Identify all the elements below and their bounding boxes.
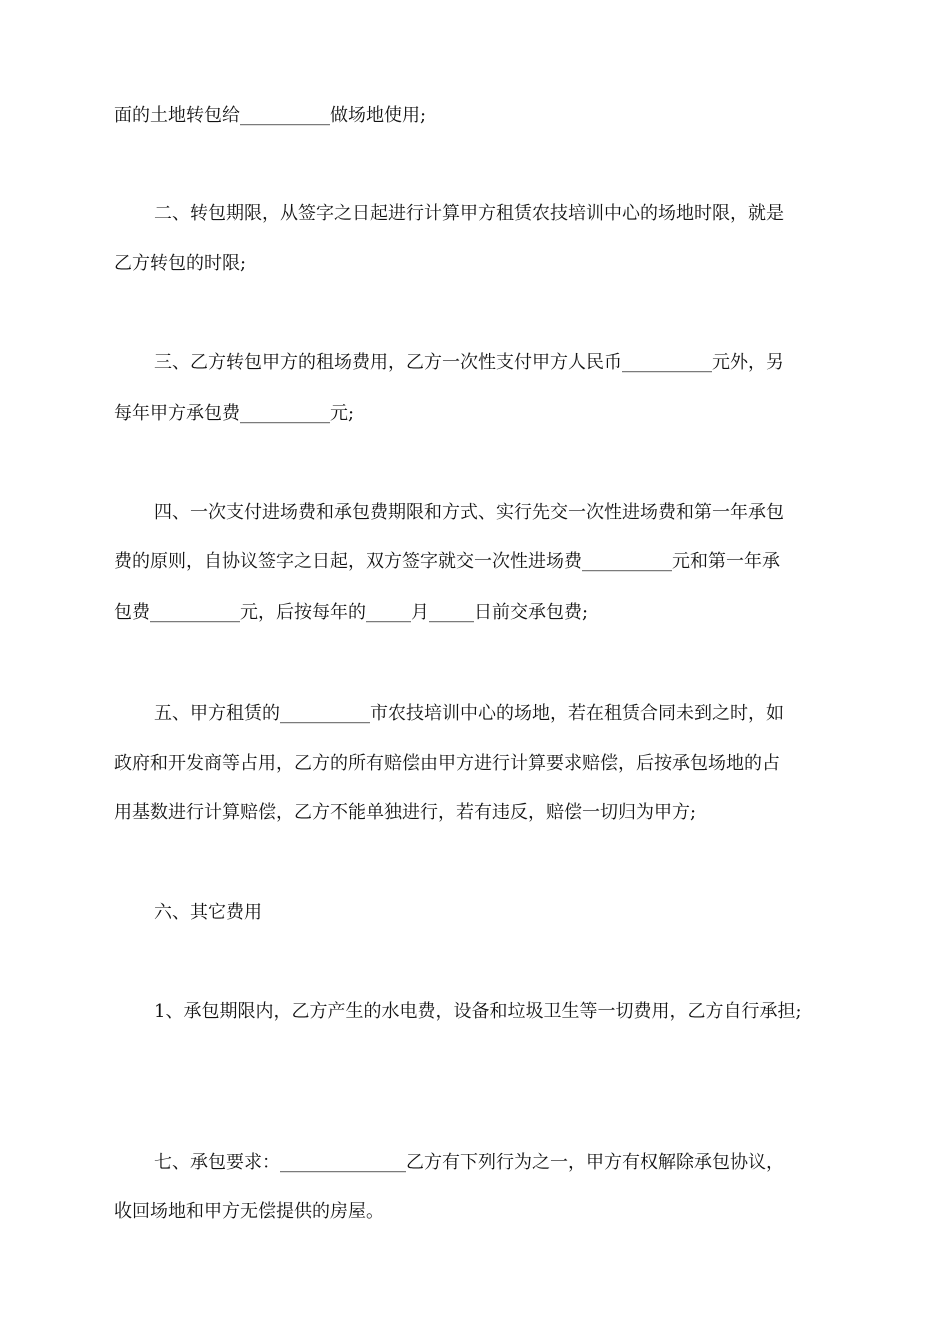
clause-7-line-2: 收回场地和甲方无偿提供的房屋。 xyxy=(114,1201,384,1222)
clause-7-line-1: 七、承包要求：______________乙方有下列行为之一，甲方有权解除承包协议， xyxy=(154,1152,784,1173)
clause-2-line-2: 乙方转包的时限; xyxy=(114,253,247,274)
clause-4-line-1: 四、一次支付进场费和承包费期限和方式、实行先交一次性进场费和第一年承包 xyxy=(154,502,784,523)
text-line: 面的土地转包给__________做场地使用; xyxy=(114,105,427,126)
clause-6-heading: 六、其它费用 xyxy=(154,902,262,923)
clause-3-line-2: 每年甲方承包费__________元; xyxy=(114,403,355,424)
clause-5-line-3: 用基数进行计算赔偿，乙方不能单独进行，若有违反，赔偿一切归为甲方; xyxy=(114,802,697,823)
clause-4-line-3: 包费__________元，后按每年的_____月_____日前交承包费; xyxy=(114,602,589,623)
clause-2-line-1: 二、转包期限，从签字之日起进行计算甲方租赁农技培训中心的场地时限，就是 xyxy=(154,203,784,224)
clause-5-line-1: 五、甲方租赁的__________市农技培训中心的场地，若在租赁合同未到之时，如 xyxy=(154,703,784,724)
clause-3-line-1: 三、乙方转包甲方的租场费用，乙方一次性支付甲方人民币__________元外，另 xyxy=(154,352,784,373)
clause-5-line-2: 政府和开发商等占用，乙方的所有赔偿由甲方进行计算要求赔偿，后按承包场地的占 xyxy=(114,753,780,774)
clause-4-line-2: 费的原则，自协议签字之日起，双方签字就交一次性进场费__________元和第一年承 xyxy=(114,551,780,572)
clause-6-item-1: 1、承包期限内，乙方产生的水电费，设备和垃圾卫生等一切费用，乙方自行承担; xyxy=(154,1001,802,1022)
